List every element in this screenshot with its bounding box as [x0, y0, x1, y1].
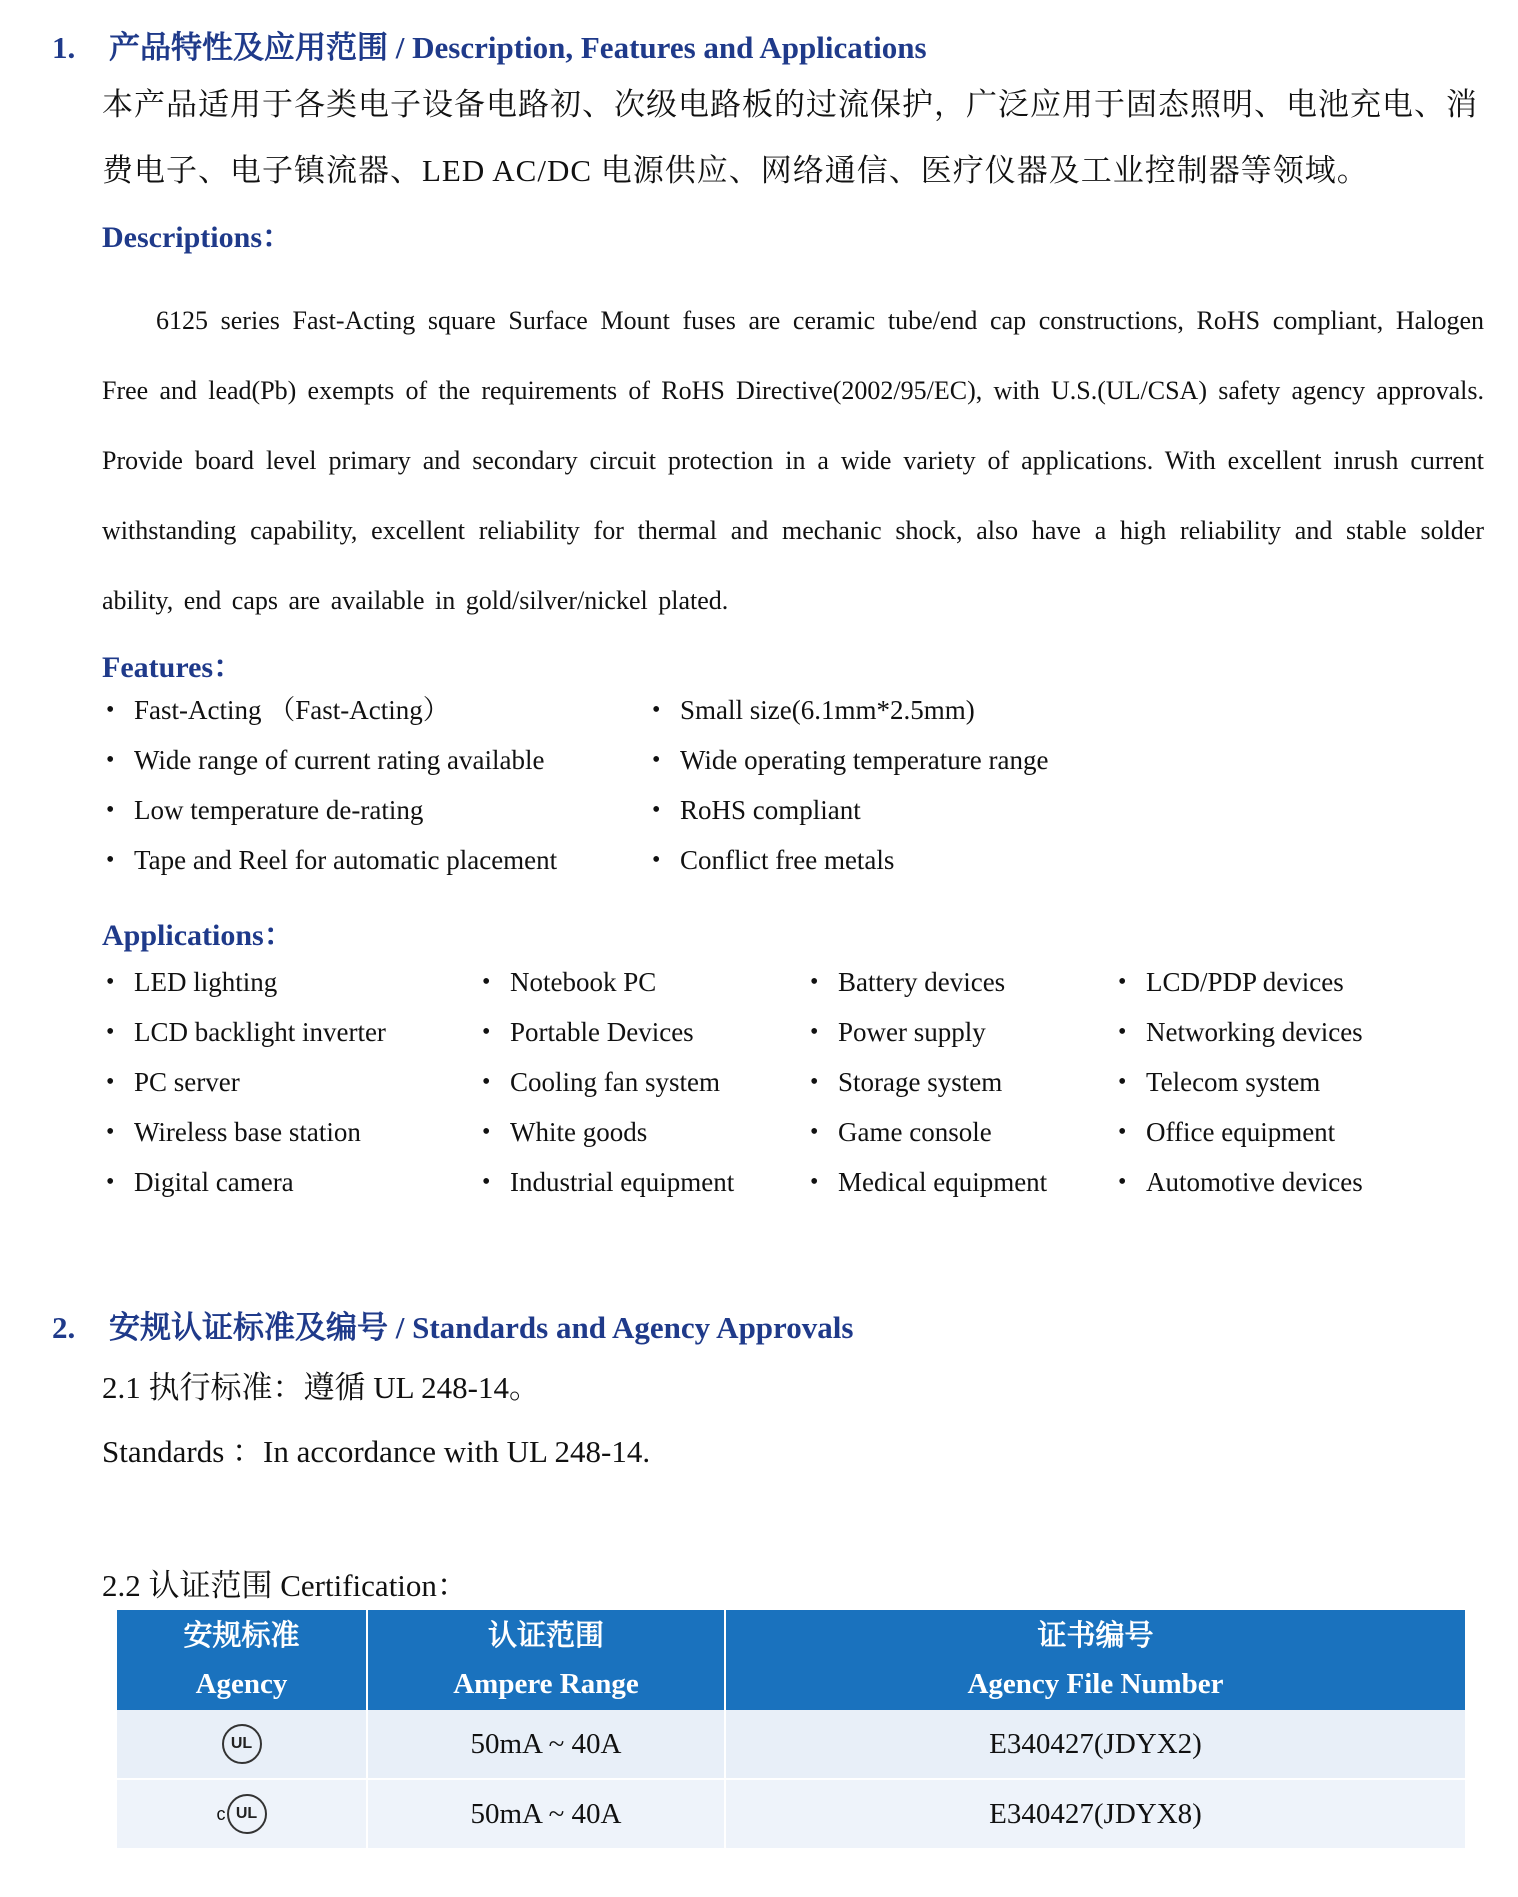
header-agency: [117, 1610, 367, 1710]
feature-item: • Wide operating temperature range: [648, 740, 1048, 790]
agency-cell: [117, 1779, 367, 1849]
header-en: Agency: [195, 1668, 288, 1700]
cul-prefix: c: [216, 1803, 226, 1824]
feature-item: • Tape and Reel for automatic placement: [102, 840, 557, 890]
applications-col-1: [102, 962, 386, 1212]
header-en: Agency File Number: [967, 1668, 1224, 1700]
application-item: • LCD/PDP devices: [1114, 962, 1363, 1012]
features-list-left: [102, 690, 557, 890]
ul-mark-text: UL: [227, 1794, 267, 1834]
application-item: • LCD backlight inverter: [102, 1012, 386, 1062]
certification-table: [117, 1610, 1465, 1850]
application-item: • Storage system: [806, 1062, 1047, 1112]
agency-cell: [117, 1710, 367, 1779]
descriptions-text: 6125 series Fast-Acting square Surface Mount fuses are ceramic tube/end cap constructions, RoHS compliant, Halogen Free and lead(Pb) exempts of the requirements of RoHS Directive(2002/95/EC), with U.S.(UL/CSA) safety agency approvals. Provide board level primary and secondary circuit protection in a wide variety of applications. With excellent inrush current withstanding capability, excellent reliability for thermal and mechanic shock, also have a high reliability and stable solder ability, end caps are available in gold/silver/nickel plated.: [102, 306, 1484, 615]
application-item: • Wireless base station: [102, 1112, 386, 1162]
application-item: • PC server: [102, 1062, 386, 1112]
application-item: • Digital camera: [102, 1162, 386, 1212]
header-ampere-range: [367, 1610, 725, 1710]
file-number-cell: E340427(JDYX8): [725, 1779, 1465, 1849]
application-item: • White goods: [478, 1112, 734, 1162]
application-item: • Power supply: [806, 1012, 1047, 1062]
section2-number: 2.: [52, 1310, 76, 1345]
feature-item: • Wide range of current rating available: [102, 740, 557, 790]
application-item: • Notebook PC: [478, 962, 734, 1012]
feature-item: • RoHS compliant: [648, 790, 1048, 840]
table-row: [117, 1779, 1465, 1849]
applications-col-2: [478, 962, 734, 1212]
section1-number: 1.: [52, 30, 76, 65]
header-cn: 证书编号: [1037, 1620, 1154, 1652]
standard-en: Standards ：In accordance with UL 248-14.: [102, 1434, 651, 1469]
section1-title: [52, 22, 927, 67]
application-item: • Industrial equipment: [478, 1162, 734, 1212]
applications-col-4: [1114, 962, 1363, 1212]
descriptions-paragraph: [102, 286, 1484, 636]
features-heading: Features：: [102, 651, 244, 684]
header-en: Ampere Range: [453, 1668, 639, 1700]
cul-listed-mark-icon: [217, 1794, 267, 1834]
feature-item: • Small size(6.1mm*2.5mm): [648, 690, 1048, 740]
feature-item: • Low temperature de-rating: [102, 790, 557, 840]
application-item: • Battery devices: [806, 962, 1047, 1012]
header-cn: 认证范围: [487, 1620, 604, 1652]
application-item: • Telecom system: [1114, 1062, 1363, 1112]
section2-title-text: 安规认证标准及编号 / Standards and Agency Approvals: [109, 1310, 854, 1345]
table-header-row: [117, 1610, 1465, 1710]
file-number-cell: E340427(JDYX2): [725, 1710, 1465, 1779]
application-item: • Medical equipment: [806, 1162, 1047, 1212]
standard-cn: 2.1 执行标准：遵循 UL 248-14。: [102, 1370, 540, 1405]
range-cell: 50mA ~ 40A: [367, 1779, 725, 1849]
applications-heading: Applications：: [102, 919, 294, 952]
application-item: • Office equipment: [1114, 1112, 1363, 1162]
feature-item: • Fast-Acting （Fast-Acting）: [102, 690, 557, 740]
ul-listed-mark-icon: [222, 1724, 262, 1764]
descriptions-heading: Descriptions：: [102, 221, 292, 254]
application-item: • LED lighting: [102, 962, 386, 1012]
feature-item: • Conflict free metals: [648, 840, 1048, 890]
applications-col-3: [806, 962, 1047, 1212]
header-cn: 安规标准: [183, 1620, 300, 1652]
application-item: • Cooling fan system: [478, 1062, 734, 1112]
ul-mark-text: UL: [222, 1724, 262, 1764]
features-list-right: [648, 690, 1048, 890]
table-row: [117, 1710, 1465, 1779]
application-item: • Portable Devices: [478, 1012, 734, 1062]
intro-cn-paragraph: 本产品适用于各类电子设备电路初、次级电路板的过流保护，广泛应用于固态照明、电池充电、消费电子、电子镇流器、LED AC/DC 电源供应、网络通信、医疗仪器及工业控制器等领域。: [102, 87, 1478, 188]
application-item: • Automotive devices: [1114, 1162, 1363, 1212]
header-file-number: [725, 1610, 1465, 1710]
section1-title-text: 产品特性及应用范围 / Description, Features and Applications: [109, 30, 927, 65]
application-item: • Networking devices: [1114, 1012, 1363, 1062]
section2-title: [52, 1302, 853, 1347]
application-item: • Game console: [806, 1112, 1047, 1162]
certification-heading: 2.2 认证范围 Certification：: [102, 1568, 468, 1603]
range-cell: 50mA ~ 40A: [367, 1710, 725, 1779]
